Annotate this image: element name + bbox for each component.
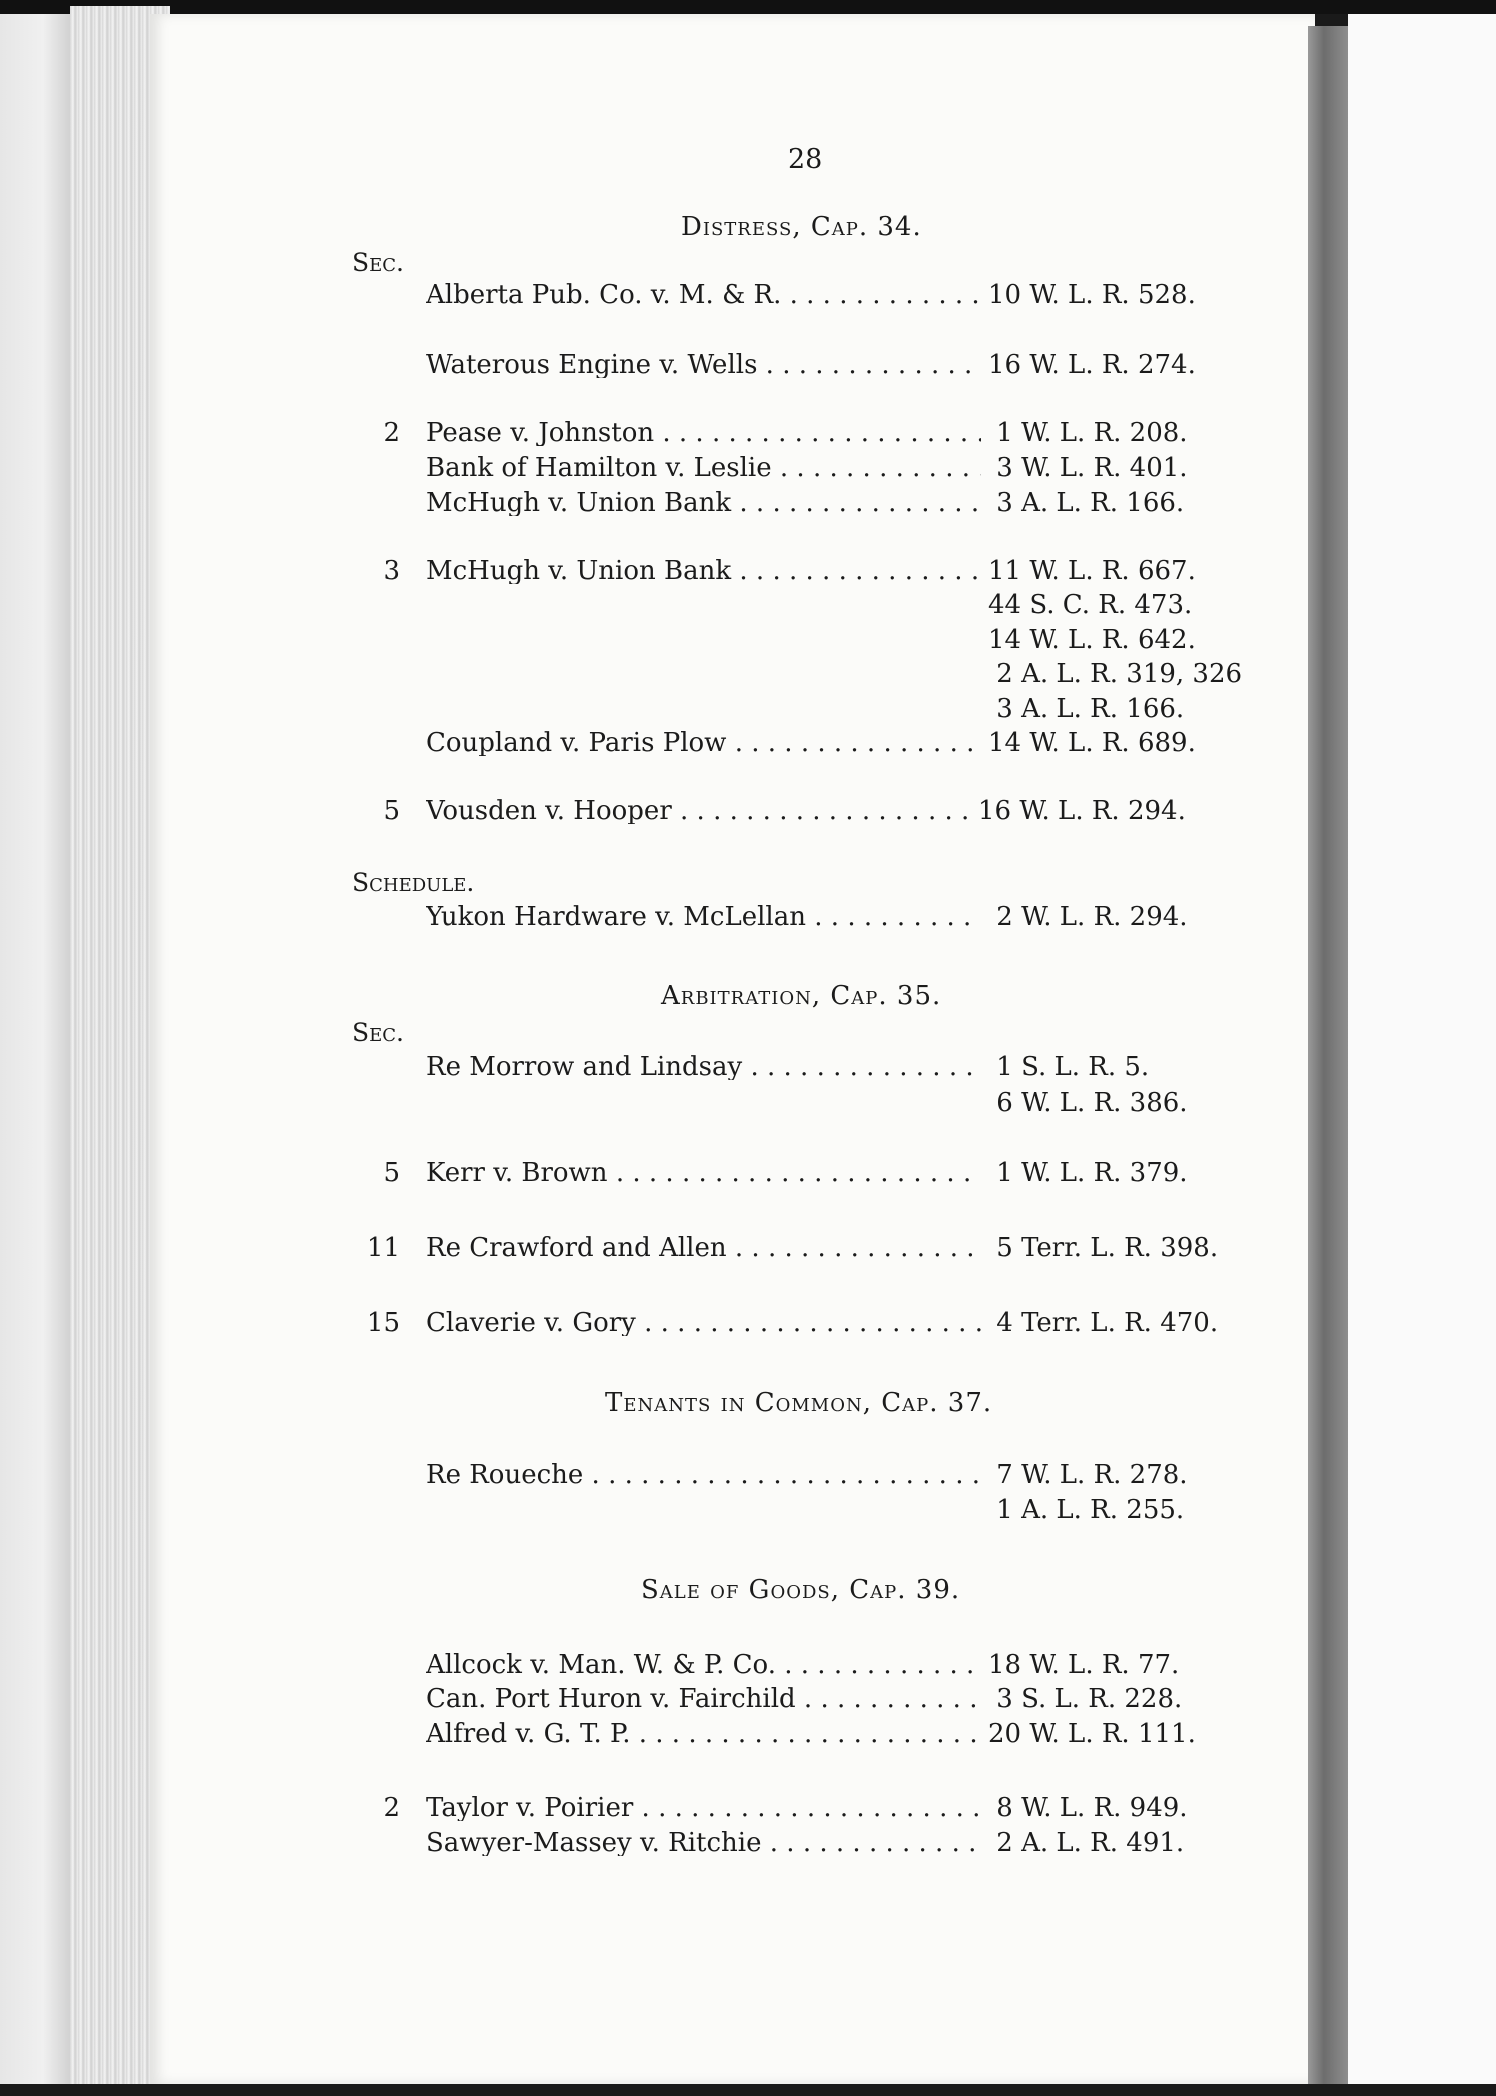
case-name: Alberta Pub. Co. v. M. & R. . . . — [426, 282, 981, 308]
citation: 16 W. L. R. 274. — [988, 350, 1196, 380]
section-heading-distress: Distress, Cap. 34. — [681, 212, 922, 242]
case-name: Can. Port Huron v. Fairchild . . . — [426, 1686, 981, 1712]
case-name: McHugh v. Union Bank . . . — [426, 558, 981, 584]
citation: 44 S. C. R. 473. — [988, 590, 1193, 620]
citation: 3 A. L. R. 166. — [988, 488, 1185, 518]
spine-shadow — [1308, 26, 1348, 2086]
case-name: Coupland v. Paris Plow . . . — [426, 730, 981, 756]
case-name: Alfred v. G. T. P. . . . — [426, 1721, 981, 1747]
case-name: Re Roueche . . . — [426, 1462, 981, 1488]
schedule-label: Schedule. — [352, 868, 475, 897]
case-name: Bank of Hamilton v. Leslie . . . — [426, 455, 981, 481]
citation: 3 W. L. R. 401. — [988, 453, 1188, 483]
section-number: 2 — [383, 1793, 400, 1823]
citation: 10 W. L. R. 528. — [988, 280, 1196, 310]
citation: 20 W. L. R. 111. — [988, 1719, 1196, 1749]
section-number: 11 — [366, 1233, 400, 1263]
facing-page — [1348, 14, 1496, 2096]
section-heading-arbitration: Arbitration, Cap. 35. — [661, 981, 942, 1011]
citation: 8 W. L. R. 949. — [988, 1793, 1188, 1823]
citation: 7 W. L. R. 278. — [988, 1460, 1188, 1490]
section-number: 2 — [383, 418, 400, 448]
case-name: Vousden v. Hooper . . . — [426, 798, 971, 824]
case-name: Kerr v. Brown . . . — [426, 1160, 981, 1186]
scan-bottom-border — [0, 2084, 1496, 2096]
citation: 3 S. L. R. 228. — [988, 1684, 1183, 1714]
sec-label: Sec. — [352, 248, 404, 277]
citation: 2 A. L. R. 319, 326 — [988, 659, 1243, 689]
citation: 5 Terr. L. R. 398. — [988, 1233, 1219, 1263]
section-heading-tenants-in-common: Tenants in Common, Cap. 37. — [605, 1388, 993, 1418]
case-name: Re Crawford and Allen . . . — [426, 1235, 981, 1261]
citation: 1 W. L. R. 208. — [988, 418, 1188, 448]
case-name: Yukon Hardware v. McLellan . . . — [426, 904, 981, 930]
case-name: Sawyer-Massey v. Ritchie . . . — [426, 1830, 981, 1856]
case-name: Claverie v. Gory . . . — [426, 1310, 981, 1336]
citation: 14 W. L. R. 642. — [988, 625, 1196, 655]
citation: 14 W. L. R. 689. — [988, 728, 1196, 758]
page-number: 28 — [788, 144, 823, 175]
citation: 16 W. L. R. 294. — [978, 796, 1186, 826]
citation: 6 W. L. R. 386. — [988, 1088, 1188, 1118]
section-number: 5 — [383, 796, 400, 826]
case-name: McHugh v. Union Bank . . . — [426, 490, 981, 516]
citation: 4 Terr. L. R. 470. — [988, 1308, 1219, 1338]
case-name: Waterous Engine v. Wells . . . — [426, 352, 981, 378]
citation: 2 W. L. R. 294. — [988, 902, 1188, 932]
left-page-edge — [0, 14, 72, 2096]
section-heading-sale-of-goods: Sale of Goods, Cap. 39. — [641, 1575, 961, 1605]
case-name: Taylor v. Poirier . . . — [426, 1795, 981, 1821]
case-name: Pease v. Johnston . . . — [426, 420, 981, 446]
section-number: 15 — [366, 1308, 400, 1338]
sec-label: Sec. — [352, 1018, 404, 1047]
section-number: 5 — [383, 1158, 400, 1188]
citation: 1 S. L. R. 5. — [988, 1052, 1150, 1082]
citation: 3 A. L. R. 166. — [988, 694, 1185, 724]
section-number: 3 — [383, 556, 400, 586]
citation: 18 W. L. R. 77. — [988, 1650, 1180, 1680]
case-name: Re Morrow and Lindsay . . . — [426, 1054, 981, 1080]
citation: 1 W. L. R. 379. — [988, 1158, 1188, 1188]
book-page — [150, 14, 1315, 2084]
citation: 11 W. L. R. 667. — [988, 556, 1196, 586]
citation: 2 A. L. R. 491. — [988, 1828, 1185, 1858]
scan-top-border — [0, 0, 1496, 14]
case-name: Allcock v. Man. W. & P. Co. . . . — [426, 1652, 981, 1678]
citation: 1 A. L. R. 255. — [988, 1495, 1185, 1525]
